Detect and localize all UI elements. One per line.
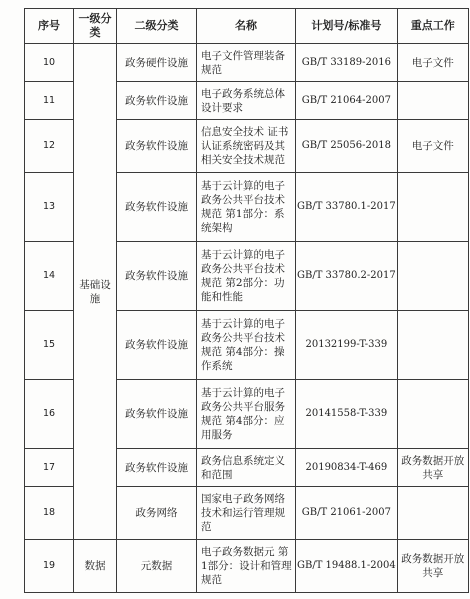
row-code: GB/T 33780.2-2017 [296,242,398,311]
row-name: 基于云计算的电子政务公共平台技术规范 第4部分：操作系统 [197,311,296,380]
row-cat2: 政务软件设施 [117,120,197,173]
row-no: 12 [25,120,74,173]
table-row [25,44,469,82]
row-cat2: 政务软件设施 [117,311,197,380]
row-no: 17 [25,449,74,487]
row-code: 20190834-T-469 [296,449,398,487]
row-cat2: 政务网络 [117,487,197,540]
row-key [397,380,468,449]
standards-table [24,8,469,593]
header-cat2: 二级分类 [117,9,197,44]
row-key: 电子文件 [397,120,468,173]
row-code: GB/T 19488.1-2004 [296,540,398,593]
row-name: 国家电子政务网络技术和运行管理规范 [197,487,296,540]
row-name: 电子政务数据元 第1部分：设计和管理规范 [197,540,296,593]
header-no: 序号 [25,9,74,44]
row-no: 11 [25,82,74,120]
row-key [397,242,468,311]
row-no: 19 [25,540,74,593]
row-code: 20132199-T-339 [296,311,398,380]
row-code: GB/T 21064-2007 [296,82,398,120]
row-no: 18 [25,487,74,540]
header-key: 重点工作 [397,9,468,44]
row-cat2: 政务软件设施 [117,173,197,242]
row-cat2: 政务软件设施 [117,242,197,311]
row-key: 政务数据开放共享 [397,540,468,593]
row-code: GB/T 21061-2007 [296,487,398,540]
row-key: 政务数据开放共享 [397,449,468,487]
row-name: 电子文件管理装备规范 [197,44,296,82]
row-code: GB/T 33189-2016 [296,44,398,82]
row-no: 14 [25,242,74,311]
row-name: 基于云计算的电子政务公共平台服务规范 第4部分：应用服务 [197,380,296,449]
header-name: 名称 [197,9,296,44]
row-name: 电子政务系统总体设计要求 [197,82,296,120]
row-cat2: 政务软件设施 [117,449,197,487]
header-cat1: 一级分类 [74,9,117,44]
row-key: 电子文件 [397,44,468,82]
row-no: 10 [25,44,74,82]
row-cat2: 政务软件设施 [117,380,197,449]
row-name: 基于云计算的电子政务公共平台技术规范 第1部分：系统架构 [197,173,296,242]
row-code: GB/T 25056-2018 [296,120,398,173]
row-key [397,311,468,380]
cat1-group-2: 数据 [74,540,117,593]
header-code: 计划号/标准号 [296,9,398,44]
row-name: 基于云计算的电子政务公共平台技术规范 第2部分：功能和性能 [197,242,296,311]
row-code: 20141558-T-339 [296,380,398,449]
row-code: GB/T 33780.1-2017 [296,173,398,242]
row-cat2: 政务软件设施 [117,82,197,120]
row-name: 政务信息系统定义和范围 [197,449,296,487]
row-key [397,487,468,540]
cat1-group-1: 基础设施 [74,44,117,540]
row-key [397,82,468,120]
row-no: 15 [25,311,74,380]
row-name: 信息安全技术 证书认证系统密码及其相关安全技术规范 [197,120,296,173]
row-no: 13 [25,173,74,242]
table-header-row [25,9,469,44]
row-cat2: 元数据 [117,540,197,593]
row-no: 16 [25,380,74,449]
table-row [25,540,469,593]
row-key [397,173,468,242]
row-cat2: 政务硬件设施 [117,44,197,82]
